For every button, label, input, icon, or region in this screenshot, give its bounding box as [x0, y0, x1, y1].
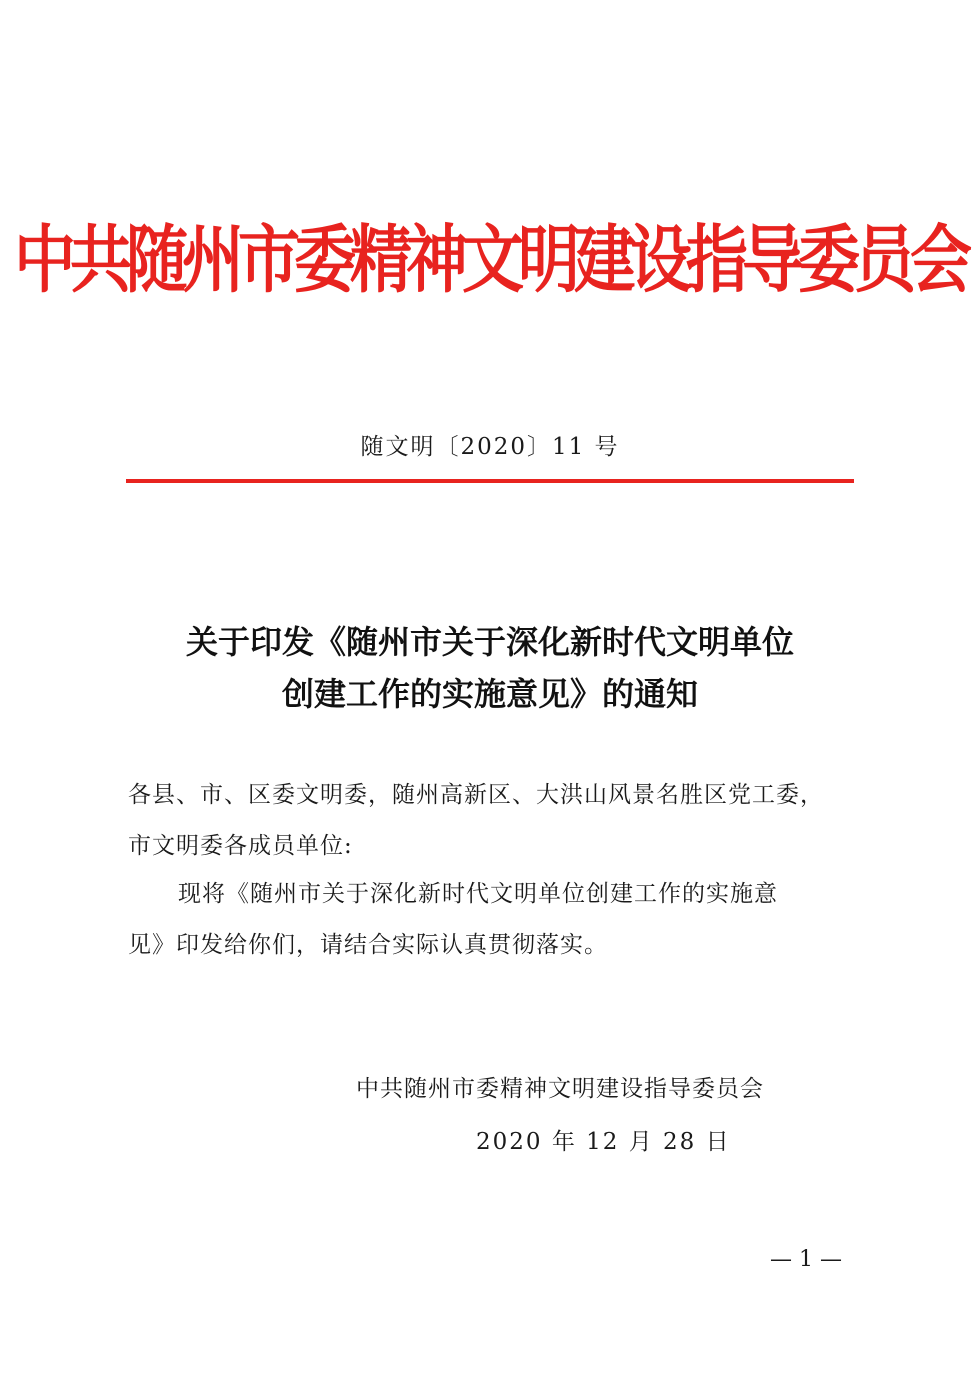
document-title-line-1: 关于印发《随州市关于深化新时代文明单位 — [185, 623, 794, 661]
red-divider-line — [126, 479, 854, 483]
signature-date: 2020 年 12 月 28 日 — [476, 1129, 731, 1155]
salutation-line-2: 市文明委各成员单位: — [128, 833, 353, 859]
body-paragraph-line-1: 现将《随州市关于深化新时代文明单位创建工作的实施意 — [178, 881, 778, 907]
body-paragraph-line-2: 见》印发给你们，请结合实际认真贯彻落实。 — [128, 932, 608, 958]
issuer-masthead: 中共随州市委精神文明建设指导委员会 — [13, 216, 966, 303]
document-title-line-2: 创建工作的实施意见》的通知 — [281, 675, 698, 713]
salutation-line-1: 各县、市、区委文明委，随州高新区、大洪山风景名胜区党工委， — [128, 782, 824, 808]
document-title — [100, 616, 880, 720]
signature-issuer: 中共随州市委精神文明建设指导委员会 — [356, 1076, 764, 1102]
document-number: 随文明〔2020〕11 号 — [360, 434, 620, 460]
page-number: — 1 — — [770, 1247, 842, 1272]
